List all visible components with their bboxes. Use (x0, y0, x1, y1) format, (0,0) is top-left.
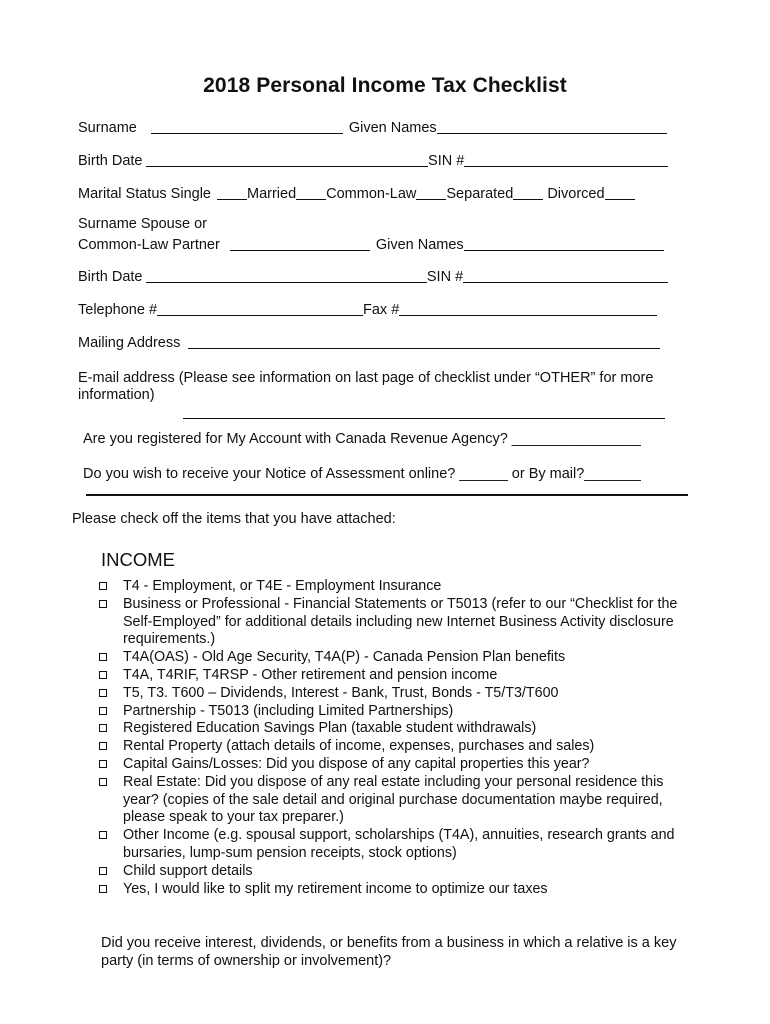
single-field[interactable] (217, 185, 247, 200)
sin-field[interactable] (464, 152, 668, 167)
checkbox[interactable] (99, 671, 107, 679)
notice-of-assessment-question: Do you wish to receive your Notice of Assessment online? ______ or By mail?_______ (83, 466, 641, 482)
surname-row (78, 116, 668, 136)
checkbox[interactable] (99, 742, 107, 750)
telephone-label: Telephone # (78, 302, 158, 318)
checklist-item: T4A, T4RIF, T4RSP - Other retirement and pension income (99, 667, 689, 685)
separated-field[interactable] (513, 185, 543, 200)
checkbox[interactable] (99, 582, 107, 590)
checklist-item: Other Income (e.g. spousal support, scholarships (T4A), annuities, research grants and bursaries, lump-sum pension receipts, stock options) (99, 827, 689, 863)
email-field[interactable] (183, 418, 665, 419)
checklist-item: T4 - Employment, or T4E - Employment Insurance (99, 578, 689, 596)
email-label-line2: information) (78, 387, 155, 403)
income-checklist (99, 578, 689, 898)
checkbox[interactable] (99, 778, 107, 786)
surname-field[interactable] (151, 119, 343, 134)
checklist-item: Child support details (99, 863, 689, 881)
birth-date-label: Birth Date (78, 153, 143, 169)
checklist-item: Partnership - T5013 (including Limited Partnerships) (99, 703, 689, 721)
spouse-given-names-label: Given Names (375, 237, 464, 253)
my-account-question: Are you registered for My Account with Canada Revenue Agency? ________________ (83, 431, 641, 447)
spouse-sin-label: SIN # (426, 269, 464, 285)
spouse-row (78, 233, 668, 253)
checklist-item: T4A(OAS) - Old Age Security, T4A(P) - Canada Pension Plan benefits (99, 649, 689, 667)
given-names-field[interactable] (437, 119, 667, 134)
telephone-field[interactable] (157, 301, 363, 316)
instruction-text: Please check off the items that you have attached: (72, 511, 396, 527)
checkbox[interactable] (99, 724, 107, 732)
email-label-line1: E-mail address (Please see information on last page of checklist under “OTHER” for more (78, 370, 654, 386)
mailing-address-row (78, 331, 668, 351)
spouse-given-names-field[interactable] (464, 236, 664, 251)
related-party-question: Did you receive interest, dividends, or benefits from a business in which a relative is a key party (in terms of ownership or involvement)? (101, 935, 677, 969)
page-title: 2018 Personal Income Tax Checklist (203, 74, 567, 97)
checklist-item: Registered Education Savings Plan (taxable student withdrawals) (99, 720, 689, 738)
common-law-field[interactable] (416, 185, 446, 200)
spouse-label-line1: Surname Spouse or (78, 216, 207, 232)
checkbox[interactable] (99, 689, 107, 697)
mailing-address-field[interactable] (188, 334, 660, 349)
telephone-row (78, 298, 668, 318)
spouse-birth-date-label: Birth Date (78, 269, 143, 285)
fax-field[interactable] (399, 301, 657, 316)
marital-status-label: Marital Status Single (78, 186, 211, 202)
checkbox[interactable] (99, 707, 107, 715)
checklist-item: T5, T3. T600 – Dividends, Interest - Bank, Trust, Bonds - T5/T3/T600 (99, 685, 689, 703)
birth-date-row (78, 149, 668, 169)
checkbox[interactable] (99, 653, 107, 661)
divorced-field[interactable] (605, 185, 635, 200)
checkbox[interactable] (99, 760, 107, 768)
surname-label: Surname (78, 120, 137, 136)
married-field[interactable] (296, 185, 326, 200)
checkbox[interactable] (99, 867, 107, 875)
married-label: Married (246, 186, 297, 202)
checkbox[interactable] (99, 831, 107, 839)
given-names-label: Given Names (348, 120, 437, 136)
section-divider (86, 494, 688, 496)
marital-status-row (78, 182, 668, 202)
birth-date-field[interactable] (146, 152, 428, 167)
common-law-label: Common-Law (326, 186, 417, 202)
checkbox[interactable] (99, 600, 107, 608)
checkbox[interactable] (99, 885, 107, 893)
checklist-item: Capital Gains/Losses: Did you dispose of any capital properties this year? (99, 756, 689, 774)
spouse-birth-date-field[interactable] (146, 268, 426, 283)
checklist-item: Yes, I would like to split my retirement income to optimize our taxes (99, 881, 689, 899)
spouse-surname-field[interactable] (230, 236, 370, 251)
divorced-label: Divorced (547, 186, 605, 202)
mailing-address-label: Mailing Address (78, 335, 181, 351)
spouse-label-line2: Common-Law Partner (78, 237, 220, 253)
checklist-item: Real Estate: Did you dispose of any real estate including your personal residence this year? (copies of the sale detail and original purchase documentation maybe required, please speak to your tax preparer.) (99, 774, 689, 827)
checklist-item: Rental Property (attach details of income, expenses, purchases and sales) (99, 738, 689, 756)
checklist-item: Business or Professional - Financial Statements or T5013 (refer to our “Checklist for the Self-Employed” for additional details including new Internet Business Activity disclosure requirements.) (99, 596, 689, 649)
fax-label: Fax # (363, 302, 400, 318)
spouse-birth-date-row (78, 265, 668, 285)
sin-label: SIN # (428, 153, 465, 169)
income-heading: INCOME (101, 549, 175, 570)
separated-label: Separated (446, 186, 514, 202)
spouse-sin-field[interactable] (463, 268, 668, 283)
